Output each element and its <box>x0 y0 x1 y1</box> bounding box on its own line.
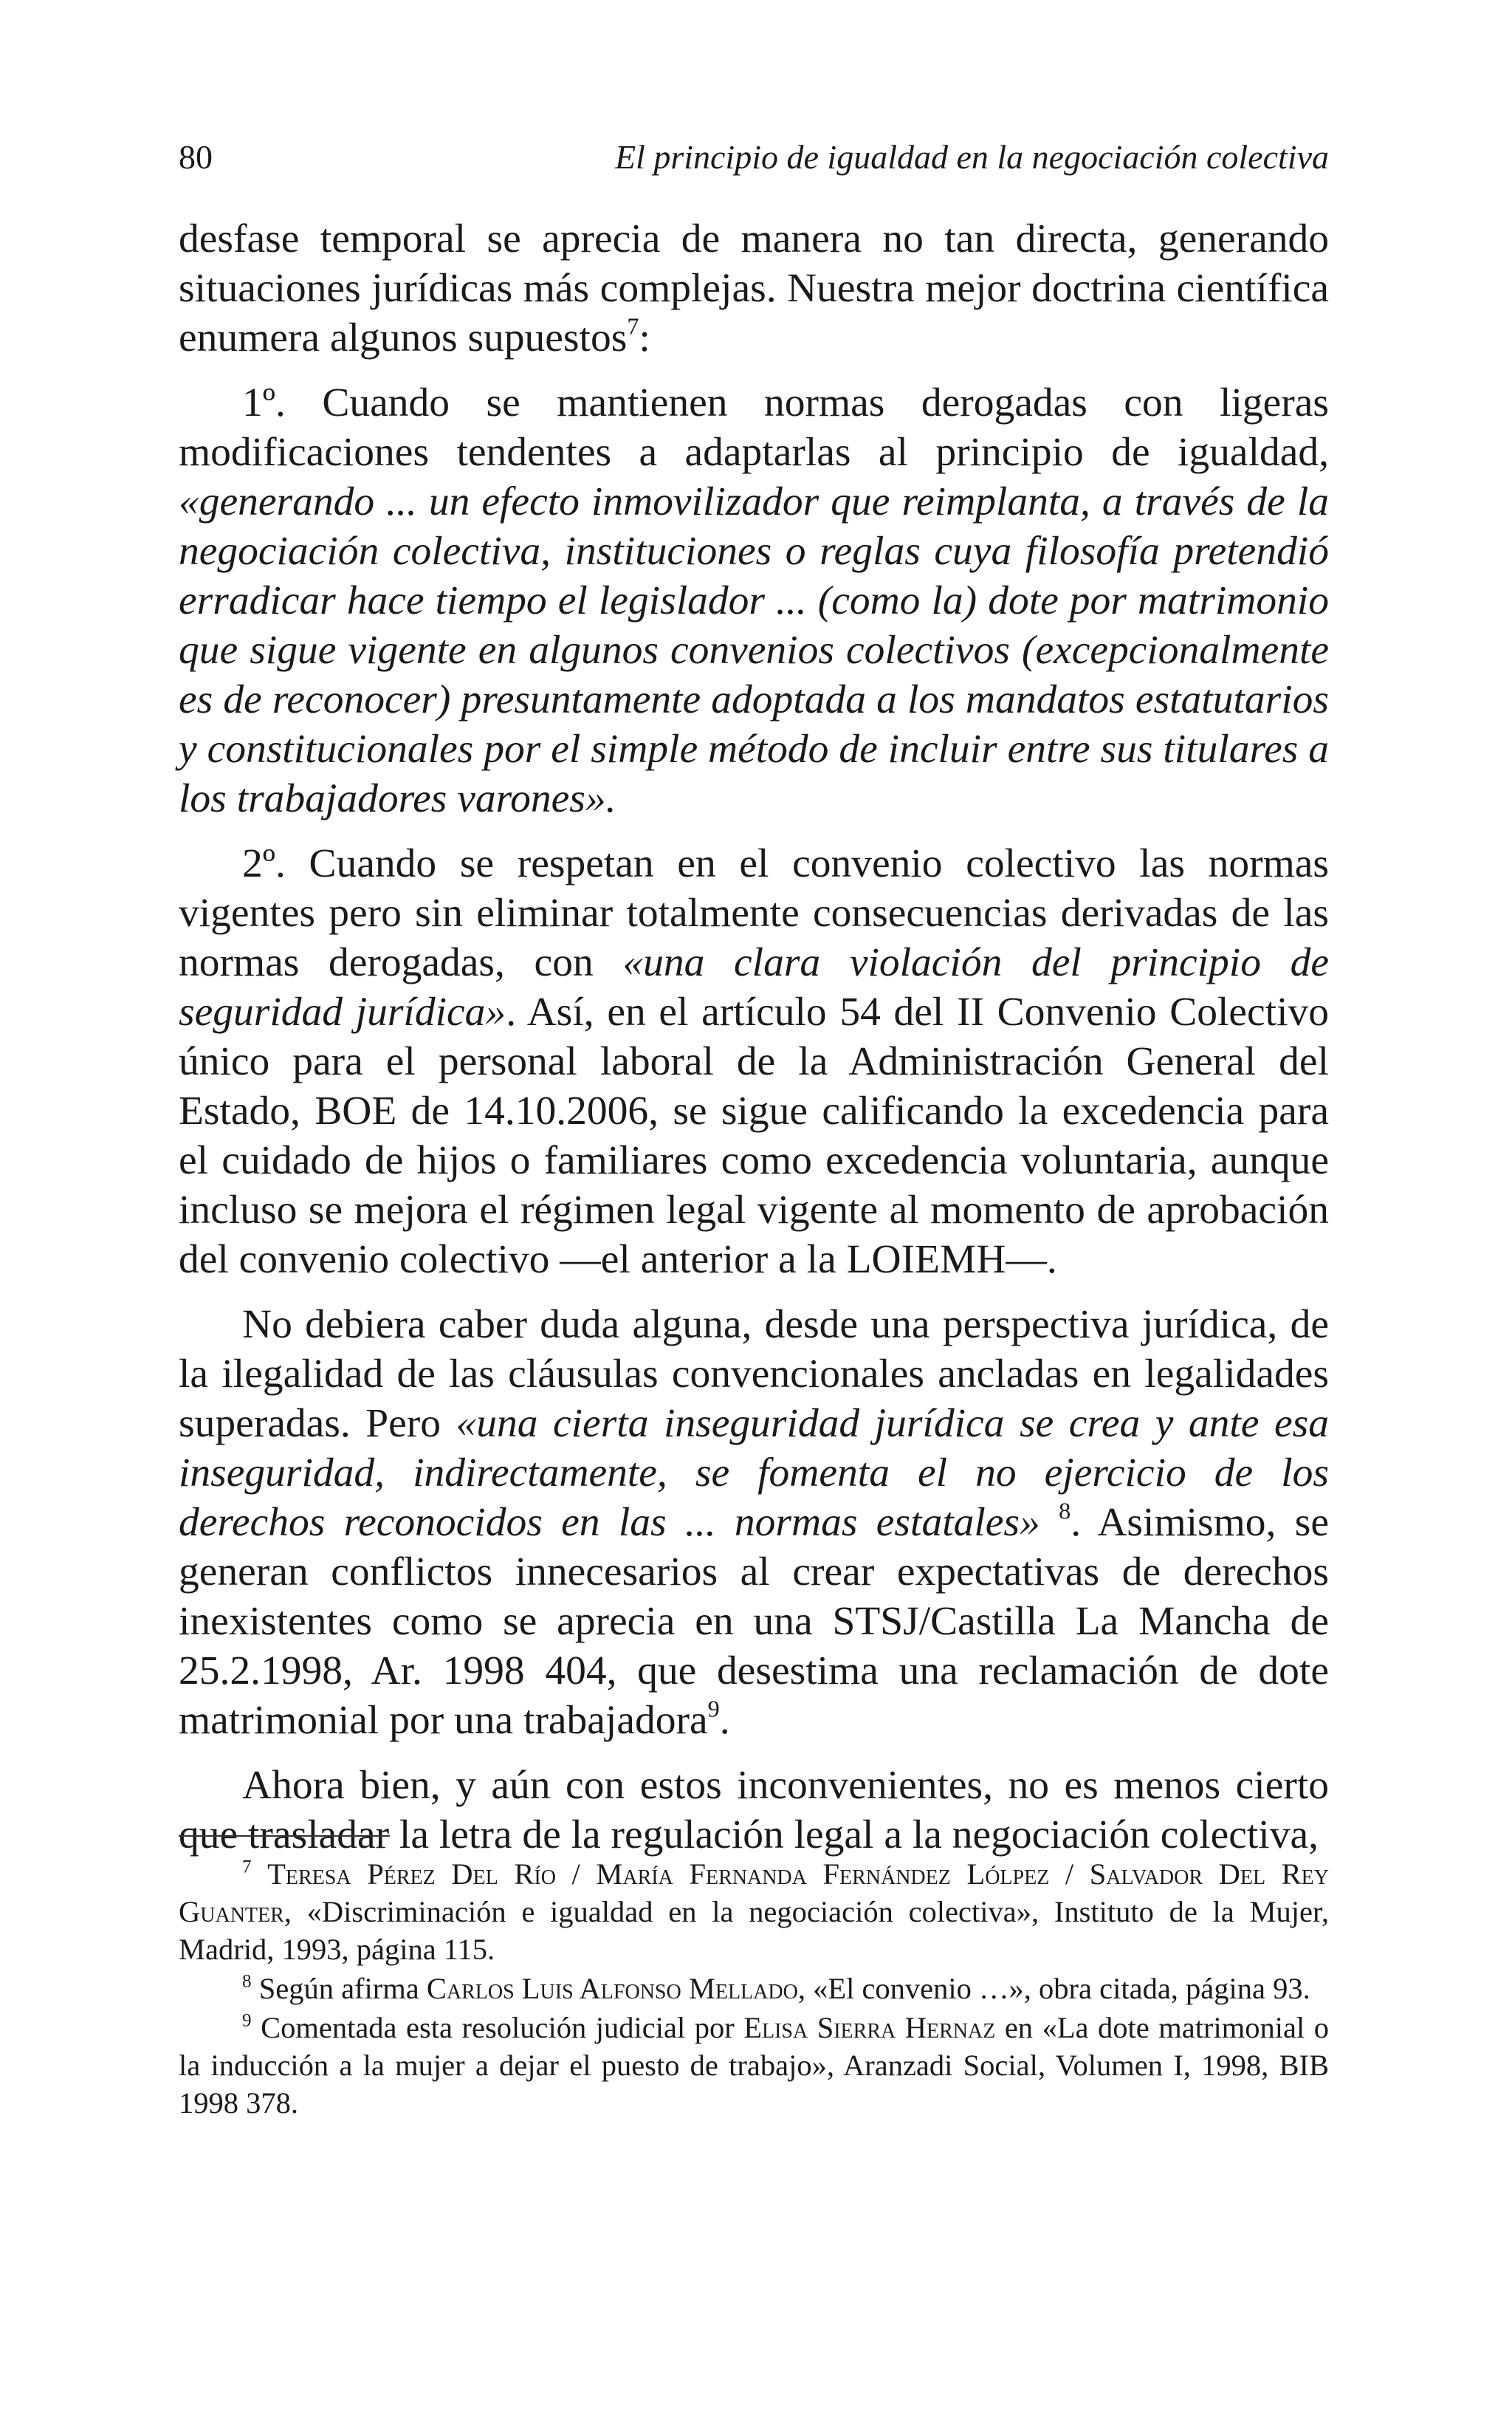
paragraph-4: No debiera caber duda alguna, desde una perspectiva jurídica, de la ilegalidad de las cláusulas convencionales ancladas en legalidades superadas. Pero «una cierta inseguridad jurídica se crea y ante esa inseguridad, indirectamente, se fomenta el no ejercicio de los derechos reconocidos en las ... normas estatales» $^8$. Asimismo, se generan conflictos innecesarios al crear expectativas de derechos inexistentes como se aprecia en una STSJ/Castilla La Mancha de 25.2.1998, Ar. 1998 404, que desestima una reclamación de dote matrimonial por una trabajadora$^9$. <box>179 1302 1329 1743</box>
footnote-authors: Teresa Pérez Del Río / María Fernanda Fernández Lólpez / Salvador Del Rey Guanter <box>179 1857 1329 1928</box>
quotation: «una cierta inseguridad jurídica se crea y ante esa inseguridad, indirectamente, se fomenta el no ejercicio de los derechos reconocidos en las ... normas estatales» <box>179 1401 1329 1545</box>
footnote-7: $^7$ Teresa Pérez Del Río / María Fernanda Fernández Lólpez / Salvador Del Rey Guanter, «Discriminación e igualdad en la negociación colectiva», Instituto de la Mujer, Madrid, 1993, página 115. <box>179 1857 1329 1966</box>
paragraph-5: Ahora bien, y aún con estos inconvenientes, no es menos cierto que trasladar la letra de la regulación legal a la negociación colectiva, <box>179 1763 1329 1857</box>
footnote-ref-7: 7 <box>627 312 639 340</box>
paragraph-1: desfase temporal se aprecia de manera no tan directa, generando situaciones jurídicas más complejas. Nuestra mejor doctrina científica enumera algunos supuestos$^7$: <box>179 216 1329 360</box>
footnotes <box>179 1855 1329 2123</box>
page-header <box>179 137 1329 177</box>
footnote-authors: Carlos Luis Alfonso Mellado <box>426 1972 798 2005</box>
quotation: «generando ... un efecto inmovilizador que reimplanta, a través de la negociación colectiva, instituciones o reglas cuya filosofía pretendió erradicar hace tiempo el legislador ... (como la) dote por matrimonio que sigue vigente en algunos convenios colectivos (excepcionalmente es de reconocer) presuntamente adoptada a los mandatos estatutarios y constitucionales por el simple método de incluir entre sus titulares a los trabajadores varones». <box>179 479 1329 821</box>
footnote-8: $^8$ Según afirma Carlos Luis Alfonso Mellado, «El convenio …», obra citada, página 93. <box>242 1971 1310 2005</box>
paragraph-2: 1º. Cuando se mantienen normas derogadas con ligeras modificaciones tendentes a adaptarlas al principio de igualdad, «generando ... un efecto inmovilizador que reimplanta, a través de la negociación colectiva, instituciones o reglas cuya filosofía pretendió erradicar hace tiempo el legislador ... (como la) dote por matrimonio que sigue vigente en algunos convenios colectivos (excepcionalmente es de reconocer) presuntamente adoptada a los mandatos estatutarios y constitucionales por el simple método de incluir entre sus titulares a los trabajadores varones». <box>179 380 1329 821</box>
paragraph-3: 2º. Cuando se respetan en el convenio colectivo las normas vigentes pero sin eliminar totalmente consecuencias derivadas de las normas derogadas, con «una clara violación del principio de seguridad jurídica». Así, en el artículo 54 del II Convenio Colectivo único para el personal laboral de la Administración General del Estado, BOE de 14.10.2006, se sigue calificando la excedencia para el cuidado de hijos o familiares como excedencia voluntaria, aunque incluso se mejora el régimen legal vigente al momento de aprobación del convenio colectivo —el anterior a la LOIEMH—. <box>179 841 1330 1282</box>
footnote-ref-8: 8 <box>1059 1497 1071 1524</box>
running-title: El principio de igualdad en la negociación colectiva <box>614 138 1329 176</box>
footnote-authors: Elisa Sierra Hernaz <box>743 2011 996 2044</box>
footnote-ref-9: 9 <box>707 1695 720 1722</box>
footnote-9: $^9$ Comentada esta resolución judicial por Elisa Sierra Hernaz en «La dote matrimonial o la inducción a la mujer a dejar el puesto de trabajo», Aranzadi Social, Volumen I, 1998, BIB 1998 378. <box>179 2010 1330 2120</box>
page-number: 80 <box>179 138 213 176</box>
quotation: «una clara violación del principio de seguridad jurídica» <box>179 940 1330 1035</box>
main-text <box>179 214 1329 1875</box>
footnote-separator <box>179 1835 390 1837</box>
